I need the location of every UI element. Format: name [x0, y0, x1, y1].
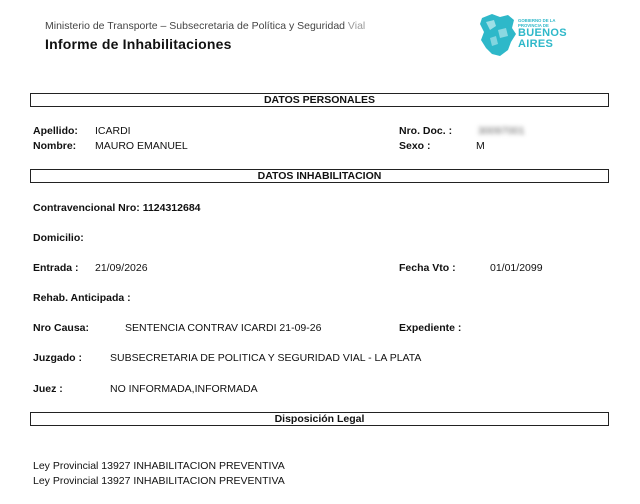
logo-line-4: AIRES: [518, 38, 554, 51]
domicilio-label: Domicilio:: [33, 232, 84, 244]
juzgado-label: Juzgado :: [33, 352, 82, 364]
fecha-vto-value: 01/01/2099: [490, 262, 543, 274]
contravencional-label: Contravencional Nro:: [33, 202, 140, 214]
buenos-aires-logo: [478, 10, 590, 62]
logo-text: [518, 18, 567, 50]
expediente-label: Expediente :: [399, 322, 462, 334]
law-line-2: Ley Provincial 13927 INHABILITACION PREVENTIVA: [33, 475, 285, 487]
province-map-icon: [478, 12, 518, 60]
sexo-label: Sexo :: [399, 140, 431, 152]
apellido-value: ICARDI: [95, 125, 131, 137]
nro-causa-label: Nro Causa:: [33, 322, 90, 334]
entrada-label: Entrada :: [33, 262, 79, 274]
juzgado-value: SUBSECRETARIA DE POLITICA Y SEGURIDAD VIAL - LA PLATA: [110, 352, 422, 364]
law-line-1: Ley Provincial 13927 INHABILITACION PREVENTIVA: [33, 460, 285, 472]
ministry-suffix: Vial: [347, 20, 366, 32]
nro-doc-label: Nro. Doc. :: [399, 125, 453, 137]
section-disposicion-legal: Disposición Legal: [30, 412, 609, 426]
juez-label: Juez :: [33, 383, 63, 395]
nro-doc-value: 30097001: [478, 125, 525, 137]
page-title: Informe de Inhabilitaciones: [45, 36, 232, 52]
juez-value: NO INFORMADA,INFORMADA: [110, 383, 258, 395]
sexo-value: M: [476, 140, 485, 152]
contravencional-row: [33, 202, 201, 214]
section-datos-personales: DATOS PERSONALES: [30, 93, 609, 107]
ministry-header: [45, 20, 365, 32]
section-datos-inhabilitacion: DATOS INHABILITACION: [30, 169, 609, 183]
contravencional-value: 1124312684: [142, 202, 201, 214]
apellido-label: Apellido:: [33, 125, 78, 137]
logo-line-3: BUENOS: [518, 27, 567, 40]
nombre-label: Nombre:: [33, 140, 77, 152]
logo-line-2: PROVINCIA DE: [518, 23, 549, 29]
rehab-anticipada-label: Rehab. Anticipada :: [33, 292, 131, 304]
entrada-value: 21/09/2026: [95, 262, 148, 274]
nro-causa-value: SENTENCIA CONTRAV ICARDI 21-09-26: [125, 322, 322, 334]
nombre-value: MAURO EMANUEL: [95, 140, 188, 152]
ministry-text: Ministerio de Transporte – Subsecretaria de Política y Seguridad: [45, 20, 345, 32]
fecha-vto-label: Fecha Vto :: [399, 262, 456, 274]
logo-line-1: GOBIERNO DE LA: [518, 18, 556, 23]
